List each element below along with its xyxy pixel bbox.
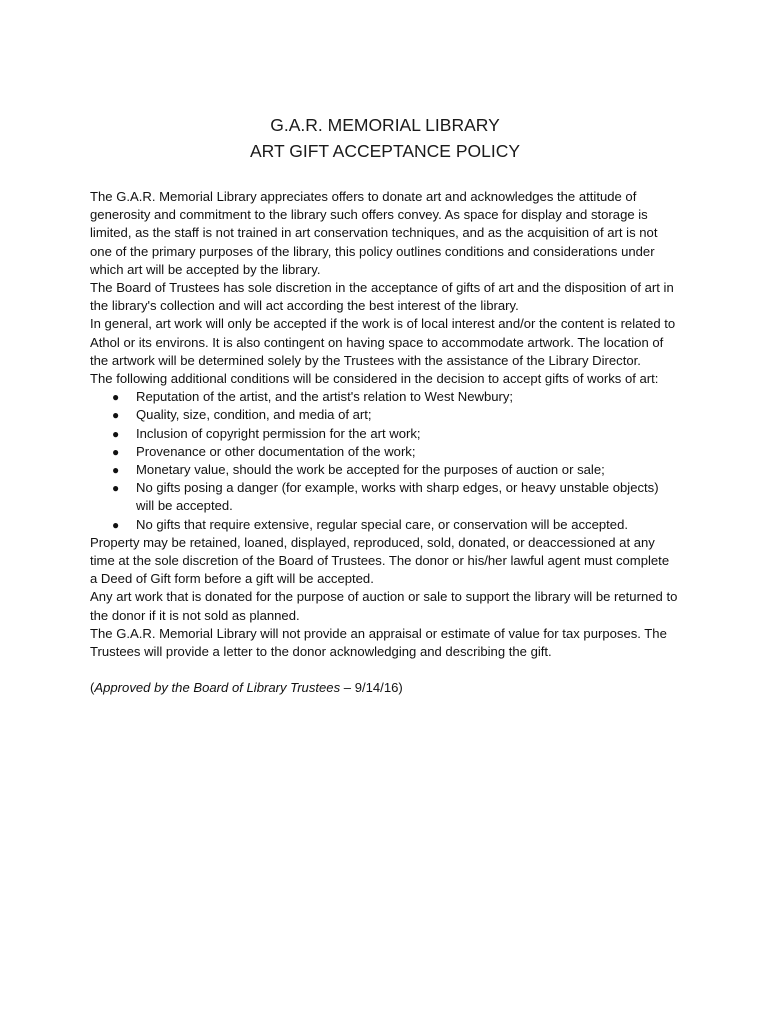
bullet-icon: ●	[112, 517, 120, 532]
approval-date: – 9/14/16)	[340, 680, 403, 696]
intro-paragraph: The G.A.R. Memorial Library appreciates offers to donate art and acknowledges the attitude of generosity and commitment to the library such offers convey. As space for display and storage is limited, as the staff is not trained in art conservation techniques, and as the acquisition of art is not one of the primary purposes of the library, this policy outlines conditions and considerations under which art will be accepted by the library.	[90, 189, 658, 277]
list-item-text: Inclusion of copyright permission for the art work;	[136, 425, 421, 441]
appraisal-paragraph: The G.A.R. Memorial Library will not provide an appraisal or estimate of value for tax purposes. The Trustees will provide a letter to the donor acknowledging and describing the gift.	[90, 625, 667, 660]
document-body	[90, 188, 680, 697]
bullet-icon: ●	[112, 444, 120, 459]
list-item-text: No gifts that require extensive, regular special care, or conservation will be accepted.	[136, 516, 628, 532]
bullet-icon: ●	[112, 481, 120, 496]
list-item-text: Reputation of the artist, and the artist's relation to West Newbury;	[136, 389, 514, 405]
property-paragraph: Property may be retained, loaned, displayed, reproduced, sold, donated, or deaccessioned at any time at the sole discretion of the Board of Trustees. The donor or his/her lawful agent must complete a Deed of Gift form before a gift will be accepted.	[90, 534, 670, 587]
document-page	[90, 112, 680, 697]
title-line-1: G.A.R. MEMORIAL LIBRARY	[270, 115, 500, 135]
conditions-list	[90, 388, 680, 534]
bullet-icon: ●	[112, 426, 120, 441]
list-item-text: Monetary value, should the work be accepted for the purposes of auction or sale;	[136, 462, 605, 478]
bullet-icon: ●	[112, 408, 120, 423]
approval-text: Approved by the Board of Library Trustees	[94, 680, 341, 696]
list-item-text: No gifts posing a danger (for example, works with sharp edges, or heavy unstable objects) will be accepted.	[136, 480, 659, 514]
list-item-text: Provenance or other documentation of the work;	[136, 443, 416, 459]
document-title	[90, 112, 680, 164]
list-item	[112, 443, 680, 461]
list-item	[112, 479, 680, 515]
auction-paragraph: Any art work that is donated for the purpose of auction or sale to support the library will be returned to the donor if it is not sold as planned.	[90, 589, 678, 623]
list-item	[112, 461, 680, 479]
general-paragraph: In general, art work will only be accepted if the work is of local interest and/or the content is related to Athol or its environs. It is also contingent on having space to accommodate artwork. The location of the artwork will be determined solely by the Trustees with the assistance of the Library Director.	[90, 316, 676, 368]
conditions-intro-paragraph: The following additional conditions will be considered in the decision to accept gifts of works of art:	[90, 371, 659, 387]
list-item	[112, 516, 680, 534]
list-item	[112, 425, 680, 443]
bullet-icon: ●	[112, 390, 120, 405]
title-line-2: ART GIFT ACCEPTANCE POLICY	[249, 141, 521, 161]
trustees-paragraph: The Board of Trustees has sole discretion in the acceptance of gifts of art and the disposition of art in the library's collection and will act according the best interest of the library.	[90, 280, 674, 314]
list-item	[112, 406, 680, 424]
list-item-text: Quality, size, condition, and media of art;	[136, 407, 372, 423]
approval-open-paren: (	[90, 680, 95, 696]
approval-note	[90, 679, 680, 697]
list-item	[112, 388, 680, 406]
bullet-icon: ●	[112, 463, 120, 478]
